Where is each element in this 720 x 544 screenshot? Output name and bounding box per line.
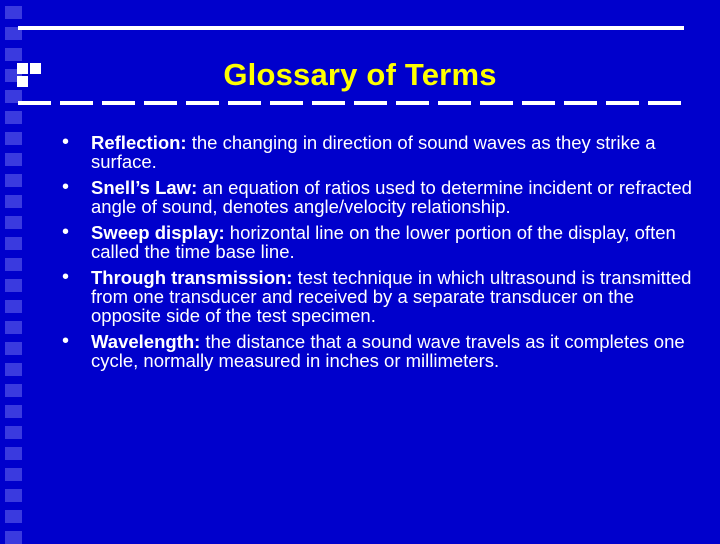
glossary-definition: the changing in direction of sound waves as they strike a surface.: [91, 132, 656, 172]
glossary-definition: test technique in which ultrasound is transmitted from one transducer and received by a separate transducer on the opposite side of the test specimen.: [91, 267, 692, 326]
strip-square: [5, 510, 22, 523]
strip-square: [5, 447, 22, 460]
dash-segment: [144, 101, 177, 105]
strip-square: [5, 174, 22, 187]
strip-square: [5, 6, 22, 19]
glossary-item: [62, 223, 702, 261]
glossary-definition: horizontal line on the lower portion of the display, often called the time base line.: [91, 222, 676, 262]
bullet-icon: •: [62, 131, 70, 153]
glossary-definition: the distance that a sound wave travels as it completes one cycle, normally measured in inches or millimeters.: [91, 331, 685, 371]
strip-square: [5, 384, 22, 397]
bullet-icon: •: [62, 176, 70, 198]
glossary-definition: an equation of ratios used to determine incident or refracted angle of sound, denotes angle/velocity relationship.: [91, 177, 692, 217]
dash-segment: [480, 101, 513, 105]
strip-square: [5, 489, 22, 502]
top-divider: [18, 26, 684, 30]
glossary-term: Wavelength:: [91, 331, 201, 352]
strip-square: [5, 321, 22, 334]
dash-segment: [228, 101, 261, 105]
glossary-list: [62, 133, 702, 377]
dashed-divider: [18, 101, 684, 105]
strip-square: [5, 405, 22, 418]
dash-segment: [18, 101, 51, 105]
glossary-term: Through transmission:: [91, 267, 293, 288]
dash-segment: [564, 101, 597, 105]
dash-segment: [102, 101, 135, 105]
strip-square: [5, 426, 22, 439]
strip-square: [5, 195, 22, 208]
dash-segment: [522, 101, 555, 105]
glossary-term: Reflection:: [91, 132, 187, 153]
glossary-item: [62, 178, 702, 216]
dash-segment: [648, 101, 681, 105]
strip-square: [5, 363, 22, 376]
glossary-item: [62, 133, 702, 171]
dash-segment: [396, 101, 429, 105]
glossary-term: Sweep display:: [91, 222, 225, 243]
strip-square: [5, 342, 22, 355]
strip-square: [5, 258, 22, 271]
dash-segment: [438, 101, 471, 105]
slide-title: Glossary of Terms: [223, 57, 497, 92]
dash-segment: [312, 101, 345, 105]
bullet-icon: •: [62, 266, 70, 288]
glossary-item: [62, 268, 702, 325]
dash-segment: [270, 101, 303, 105]
strip-square: [5, 153, 22, 166]
dash-segment: [606, 101, 639, 105]
strip-square: [5, 468, 22, 481]
glossary-term: Snell’s Law:: [91, 177, 198, 198]
dash-segment: [354, 101, 387, 105]
bullet-icon: •: [62, 330, 70, 352]
strip-square: [5, 237, 22, 250]
dash-segment: [60, 101, 93, 105]
glossary-item: [62, 332, 702, 370]
strip-square: [5, 300, 22, 313]
strip-square: [5, 279, 22, 292]
strip-square: [5, 111, 22, 124]
dash-segment: [186, 101, 219, 105]
strip-square: [5, 216, 22, 229]
strip-square: [5, 531, 22, 544]
strip-square: [5, 132, 22, 145]
bullet-icon: •: [62, 221, 70, 243]
